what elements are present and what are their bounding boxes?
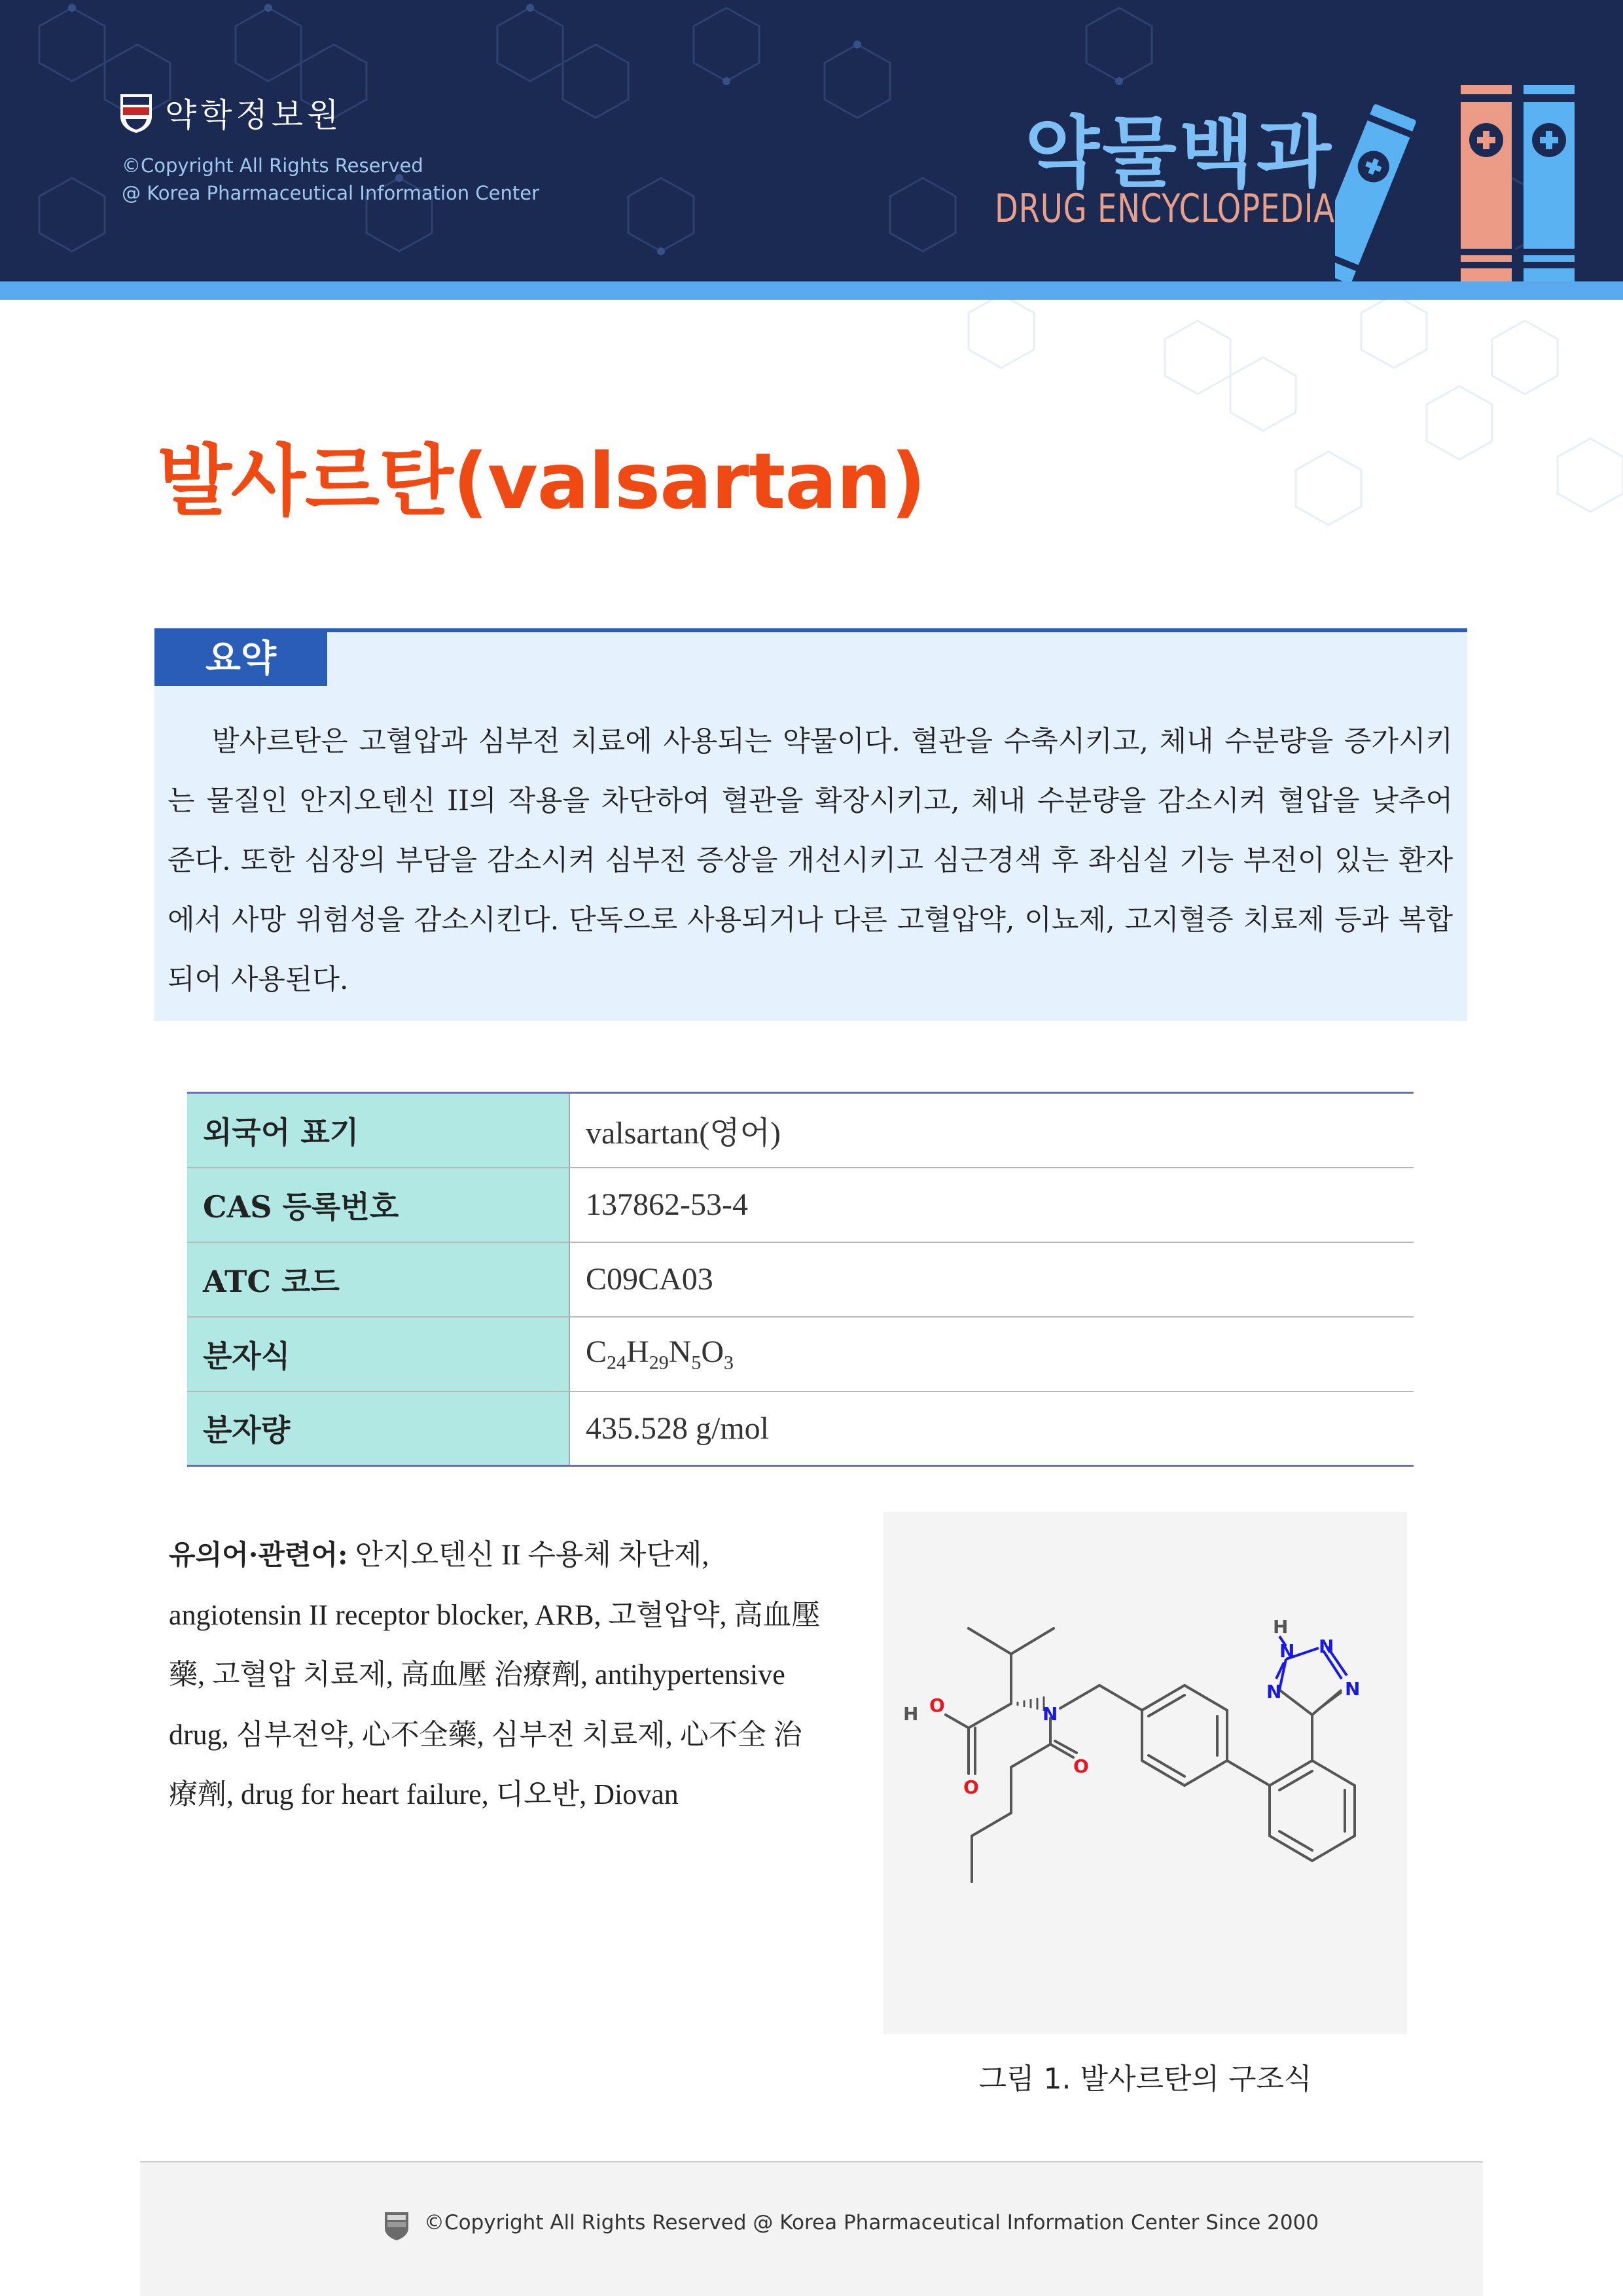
atom-label: O — [929, 1695, 945, 1716]
summary-text: 발사르탄은 고혈압과 심부전 치료에 사용되는 약물이다. 혈관을 수축시키고, 체내 수분량을 증가시키는 물질인 안지오텐신 II의 작용을 차단하여 혈관을 확장시키고, 체내 수분량을 감소시켜 혈압을 낮추어 준다. 또한 심장의 부담을 감소시켜 심부전 증상을 개선시키고 심근경색 후 좌심실 기능 부전이 있는 환자에서 사망 위험성을 감소시킨다. 단독으로 사용되거나 다른 고혈압약, 이뇨제, 고지혈증 치료제 등과 복합되어 사용된다. — [168, 725, 1453, 996]
structure-figure — [883, 1512, 1407, 2034]
table-row — [187, 1391, 1414, 1466]
drug-title: 발사르탄(valsartan) — [157, 436, 925, 526]
figure-caption: 그림 1. 발사르탄의 구조식 — [978, 2062, 1312, 2096]
header-copyright: ©Copyright All Rights Reserved — [122, 154, 423, 177]
header-accent-stripe — [0, 281, 1623, 300]
footer-copyright: ©Copyright All Rights Reserved @ Korea Pharmaceutical Information Center Since 2000 — [424, 2211, 1319, 2234]
medical-books-icon — [1335, 77, 1584, 281]
foreign-name-label: 외국어 표기 — [187, 1093, 569, 1168]
atom-label: O — [963, 1776, 979, 1798]
molecular-weight-value: 435.528 g/mol — [569, 1391, 1414, 1466]
molecular-formula-label: 분자식 — [187, 1317, 569, 1391]
molecular-weight-label: 분자량 — [187, 1391, 569, 1466]
drug-info-table — [187, 1092, 1414, 1467]
synonyms-section — [169, 1525, 823, 1825]
atom-label: N — [1345, 1678, 1361, 1700]
atom-label: N — [1266, 1681, 1282, 1702]
summary-heading: 요약 — [154, 632, 327, 686]
encyclopedia-title-english: DRUG ENCYCLOPEDIA — [995, 186, 1335, 232]
summary-section — [154, 628, 1467, 1021]
atom-label: N — [1279, 1640, 1295, 1662]
atom-label: N — [1043, 1703, 1058, 1725]
table-row — [187, 1317, 1414, 1391]
cas-number-label: CAS 등록번호 — [187, 1168, 569, 1242]
page-footer — [140, 2162, 1483, 2296]
atom-label: N — [1319, 1636, 1334, 1657]
kpic-shield-logo-icon — [383, 2211, 410, 2241]
table-row — [187, 1093, 1414, 1168]
kpic-shield-logo-icon — [119, 93, 153, 134]
cas-number-value: 137862-53-4 — [569, 1168, 1414, 1242]
synonyms-label: 유의어·관련어: — [169, 1539, 348, 1571]
table-row — [187, 1242, 1414, 1317]
atom-label: H — [1273, 1616, 1289, 1638]
atc-code-value: C09CA03 — [569, 1242, 1414, 1317]
table-row — [187, 1168, 1414, 1242]
molecular-formula-value: $C_{24}H_{29}N_5O_3$ — [569, 1317, 1414, 1391]
hexagon-pattern-light-decoration — [916, 300, 1623, 548]
atc-code-label: ATC 코드 — [187, 1242, 569, 1317]
organization-name: 약학정보원 — [165, 96, 343, 134]
header-organization-english: @ Korea Pharmaceutical Information Center — [122, 182, 539, 204]
encyclopedia-title-korean: 약물백과 — [1025, 107, 1334, 198]
atom-label: H — [903, 1703, 919, 1725]
atom-label: O — [1073, 1755, 1089, 1777]
valsartan-structure-diagram — [883, 1512, 1407, 2034]
foreign-name-value: valsartan(영어) — [569, 1093, 1414, 1168]
page-header — [0, 0, 1623, 281]
synonyms-text: 안지오텐신 II 수용체 차단제, angiotensin II receptor blocker, ARB, 고혈압약, 高血壓藥, 고혈압 치료제, 高血壓 治療劑, antihypertensive drug, 심부전약, 心不全藥, 심부전 치료제, 心不全 治療劑, drug for heart failure, 디오반, Diovan — [169, 1539, 821, 1810]
